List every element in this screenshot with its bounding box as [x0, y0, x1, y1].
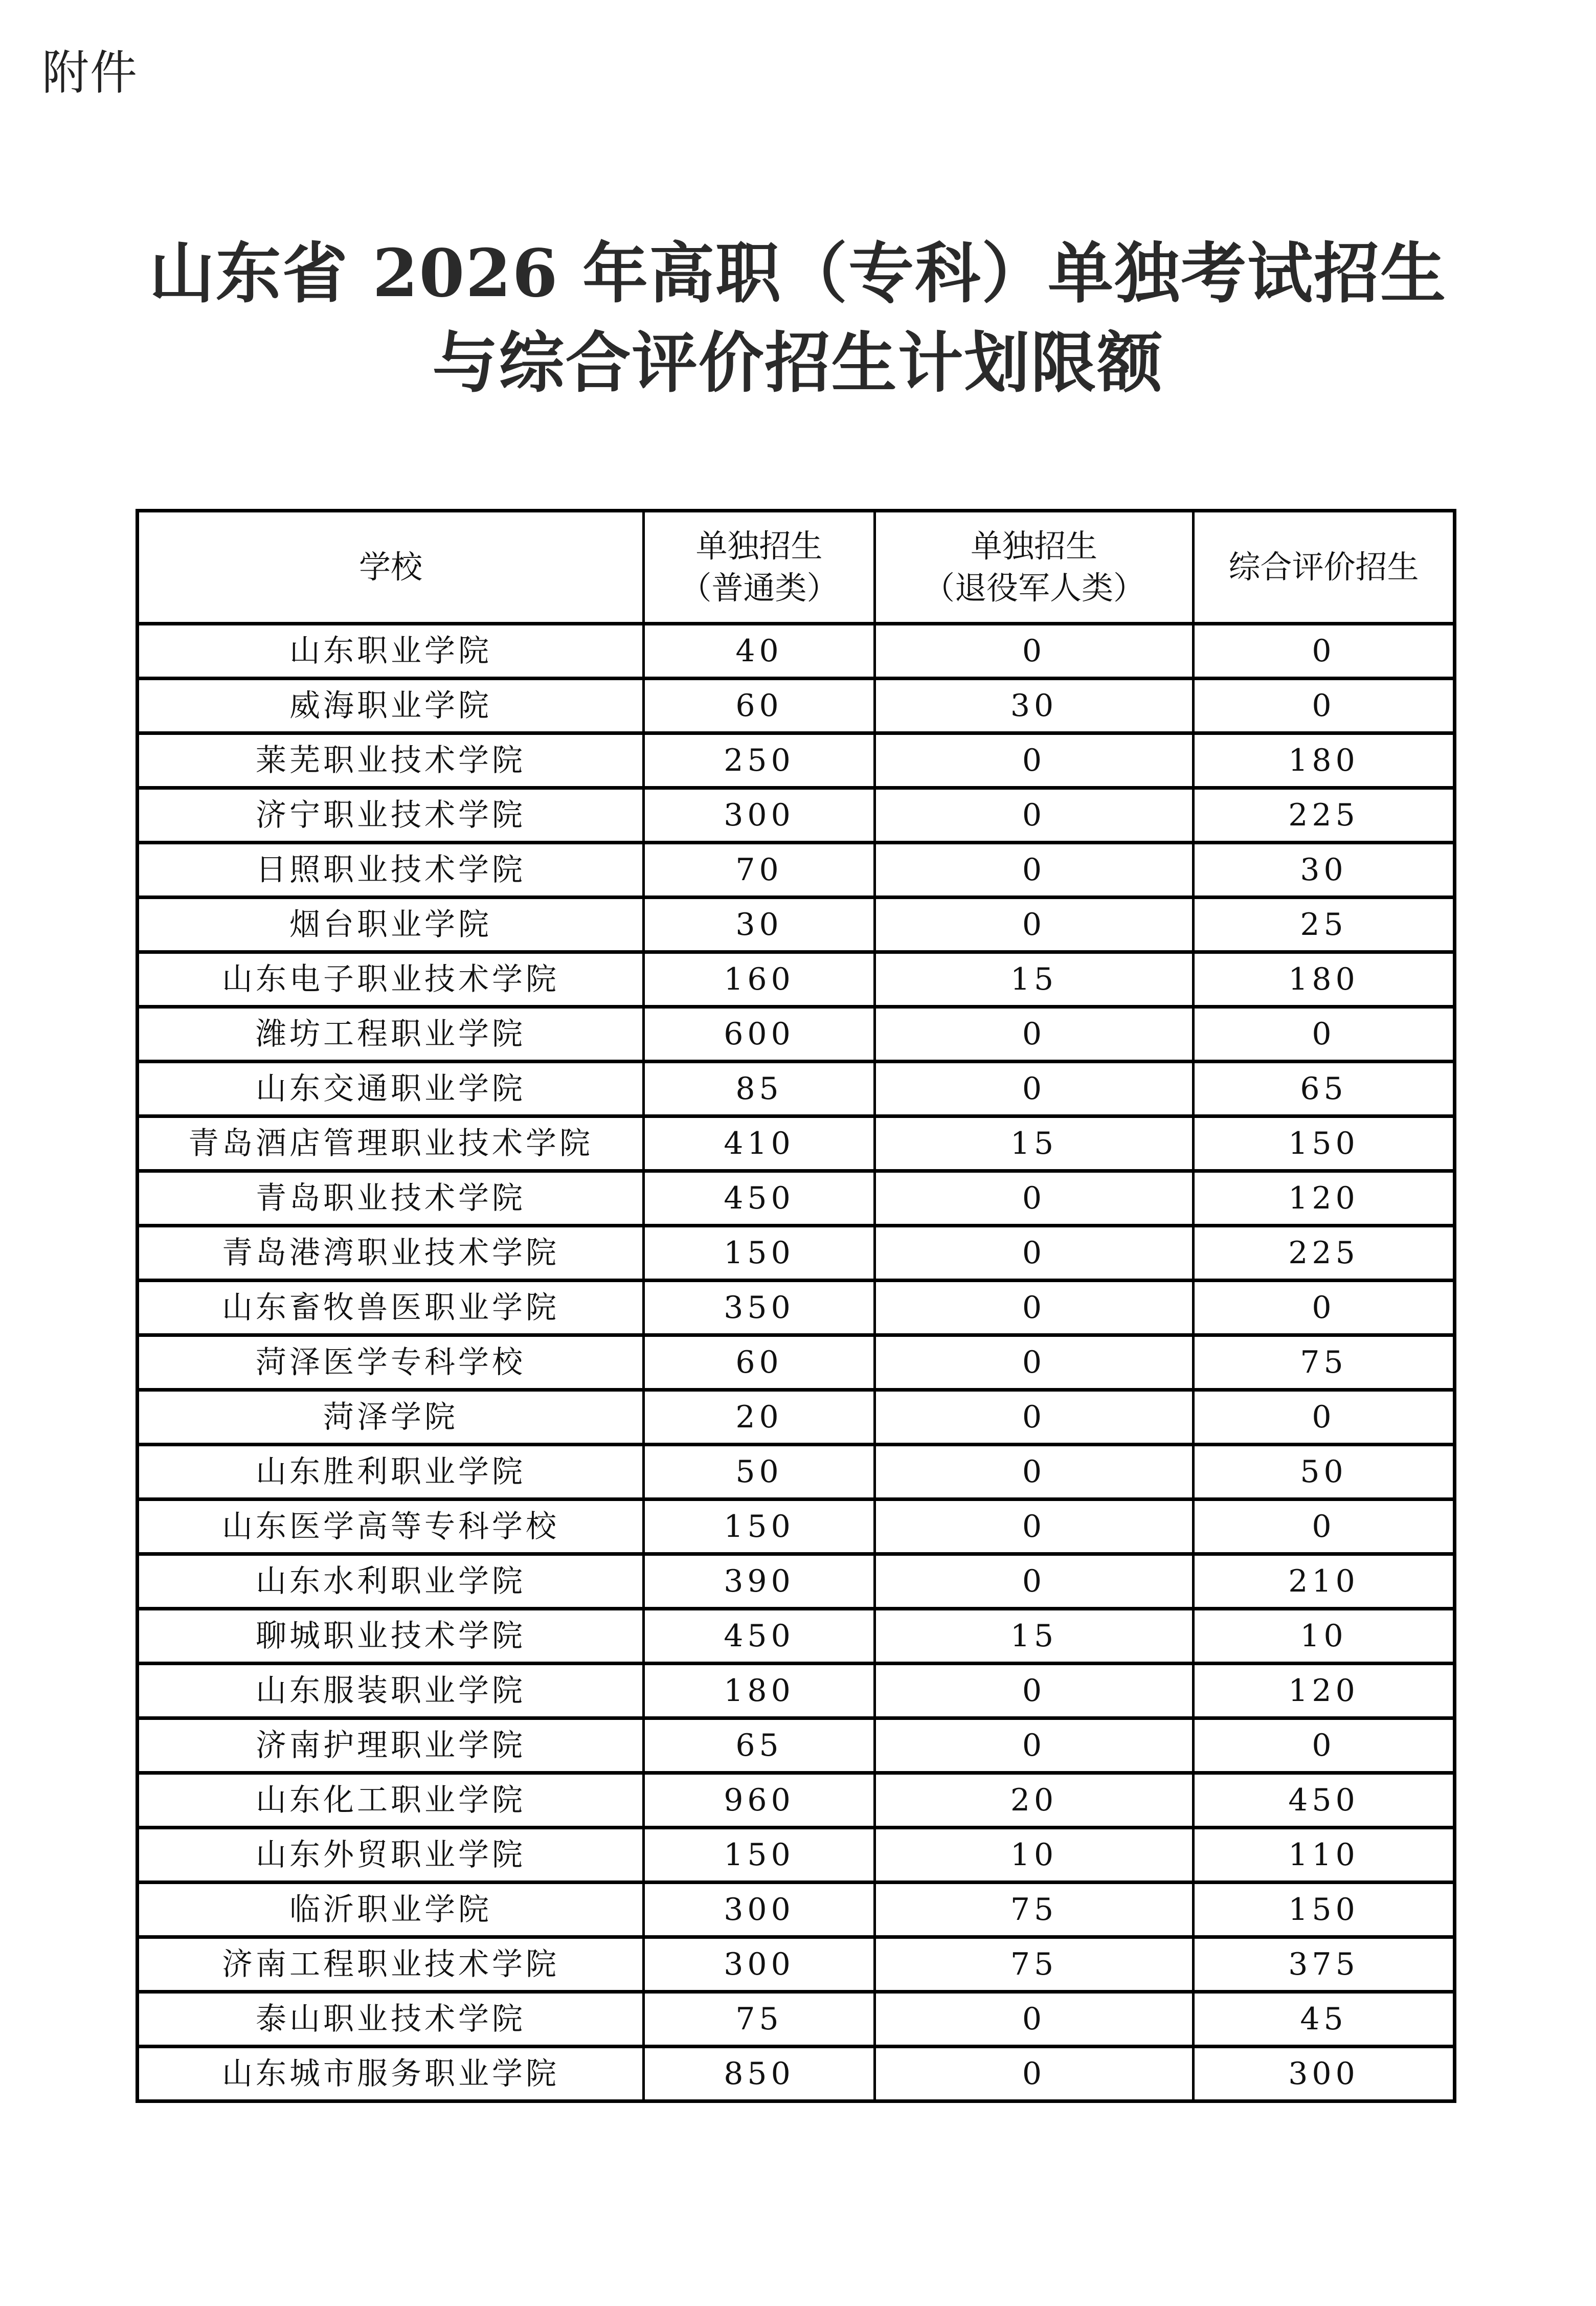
table-row	[138, 1335, 1455, 1390]
veteran-quota-cell: 15	[875, 1116, 1194, 1171]
header-comprehensive-label: 综合评价招生	[1228, 548, 1419, 586]
school-name-cell: 烟台职业学院	[138, 898, 644, 952]
comprehensive-quota-cell: 180	[1194, 733, 1455, 788]
comprehensive-quota-cell: 375	[1194, 1937, 1455, 1992]
table-row	[138, 1226, 1455, 1281]
veteran-quota-cell: 20	[875, 1773, 1194, 1828]
table-row	[138, 1007, 1455, 1062]
header-veteran-line2: （退役军人类）	[923, 569, 1145, 607]
table-row	[138, 898, 1455, 952]
table-row	[138, 679, 1455, 733]
comprehensive-quota-cell: 0	[1194, 1281, 1455, 1335]
school-name-cell: 聊城职业技术学院	[138, 1609, 644, 1664]
table-header-row	[138, 511, 1455, 624]
table-row	[138, 1992, 1455, 2047]
general-quota-cell: 50	[644, 1445, 875, 1499]
comprehensive-quota-cell: 120	[1194, 1664, 1455, 1718]
general-quota-cell: 850	[644, 2047, 875, 2101]
school-name-cell: 山东胜利职业学院	[138, 1445, 644, 1499]
comprehensive-quota-cell: 0	[1194, 624, 1455, 679]
veteran-quota-cell: 0	[875, 624, 1194, 679]
veteran-quota-cell: 75	[875, 1883, 1194, 1937]
comprehensive-quota-cell: 0	[1194, 679, 1455, 733]
veteran-quota-cell: 0	[875, 1664, 1194, 1718]
general-quota-cell: 600	[644, 1007, 875, 1062]
veteran-quota-cell: 0	[875, 1718, 1194, 1773]
table-row	[138, 843, 1455, 898]
general-quota-cell: 300	[644, 1937, 875, 1992]
table-row	[138, 1883, 1455, 1937]
header-comprehensive-evaluation	[1194, 511, 1455, 624]
comprehensive-quota-cell: 50	[1194, 1445, 1455, 1499]
veteran-quota-cell: 15	[875, 952, 1194, 1007]
table-body	[138, 624, 1455, 2101]
veteran-quota-cell: 0	[875, 733, 1194, 788]
school-name-cell: 山东职业学院	[138, 624, 644, 679]
table-row	[138, 1773, 1455, 1828]
veteran-quota-cell: 0	[875, 1445, 1194, 1499]
general-quota-cell: 180	[644, 1664, 875, 1718]
table-row	[138, 1554, 1455, 1609]
school-name-cell: 菏泽学院	[138, 1390, 644, 1445]
general-quota-cell: 300	[644, 788, 875, 843]
comprehensive-quota-cell: 180	[1194, 952, 1455, 1007]
header-general-line2: （普通类）	[680, 569, 839, 607]
school-name-cell: 莱芜职业技术学院	[138, 733, 644, 788]
veteran-quota-cell: 0	[875, 898, 1194, 952]
table-row	[138, 1062, 1455, 1116]
school-name-cell: 临沂职业学院	[138, 1883, 644, 1937]
header-independent-veteran	[875, 511, 1194, 624]
veteran-quota-cell: 10	[875, 1828, 1194, 1883]
table-row	[138, 1116, 1455, 1171]
veteran-quota-cell: 0	[875, 1062, 1194, 1116]
school-name-cell: 菏泽医学专科学校	[138, 1335, 644, 1390]
school-name-cell: 山东畜牧兽医职业学院	[138, 1281, 644, 1335]
header-veteran-line1: 单独招生	[970, 527, 1097, 565]
comprehensive-quota-cell: 0	[1194, 1390, 1455, 1445]
veteran-quota-cell: 0	[875, 1007, 1194, 1062]
header-general-line1: 单独招生	[695, 527, 823, 565]
school-name-cell: 潍坊工程职业学院	[138, 1007, 644, 1062]
general-quota-cell: 960	[644, 1773, 875, 1828]
header-independent-general	[644, 511, 875, 624]
table-row	[138, 2047, 1455, 2101]
school-name-cell: 济南工程职业技术学院	[138, 1937, 644, 1992]
comprehensive-quota-cell: 120	[1194, 1171, 1455, 1226]
table-row	[138, 1499, 1455, 1554]
school-name-cell: 山东城市服务职业学院	[138, 2047, 644, 2101]
school-name-cell: 山东电子职业技术学院	[138, 952, 644, 1007]
veteran-quota-cell: 15	[875, 1609, 1194, 1664]
general-quota-cell: 150	[644, 1828, 875, 1883]
general-quota-cell: 450	[644, 1609, 875, 1664]
veteran-quota-cell: 0	[875, 1992, 1194, 2047]
header-school	[138, 511, 644, 624]
table-row	[138, 788, 1455, 843]
document-title-line-1: 山东省 2026 年高职（专科）单独考试招生	[149, 235, 1447, 312]
table-row	[138, 1828, 1455, 1883]
comprehensive-quota-cell: 225	[1194, 1226, 1455, 1281]
veteran-quota-cell: 0	[875, 1226, 1194, 1281]
veteran-quota-cell: 0	[875, 1499, 1194, 1554]
comprehensive-quota-cell: 30	[1194, 843, 1455, 898]
table-row	[138, 1445, 1455, 1499]
general-quota-cell: 450	[644, 1171, 875, 1226]
table-row	[138, 1171, 1455, 1226]
general-quota-cell: 410	[644, 1116, 875, 1171]
general-quota-cell: 150	[644, 1499, 875, 1554]
general-quota-cell: 30	[644, 898, 875, 952]
veteran-quota-cell: 0	[875, 1335, 1194, 1390]
table-row	[138, 952, 1455, 1007]
table-row	[138, 1718, 1455, 1773]
comprehensive-quota-cell: 210	[1194, 1554, 1455, 1609]
comprehensive-quota-cell: 150	[1194, 1883, 1455, 1937]
school-name-cell: 山东水利职业学院	[138, 1554, 644, 1609]
comprehensive-quota-cell: 450	[1194, 1773, 1455, 1828]
general-quota-cell: 350	[644, 1281, 875, 1335]
veteran-quota-cell: 75	[875, 1937, 1194, 1992]
general-quota-cell: 300	[644, 1883, 875, 1937]
school-name-cell: 山东交通职业学院	[138, 1062, 644, 1116]
veteran-quota-cell: 0	[875, 843, 1194, 898]
school-name-cell: 山东医学高等专科学校	[138, 1499, 644, 1554]
veteran-quota-cell: 0	[875, 1390, 1194, 1445]
school-name-cell: 山东外贸职业学院	[138, 1828, 644, 1883]
table-row	[138, 1664, 1455, 1718]
school-name-cell: 日照职业技术学院	[138, 843, 644, 898]
enrollment-quota-table	[136, 509, 1456, 2103]
general-quota-cell: 40	[644, 624, 875, 679]
general-quota-cell: 20	[644, 1390, 875, 1445]
veteran-quota-cell: 0	[875, 1281, 1194, 1335]
school-name-cell: 青岛职业技术学院	[138, 1171, 644, 1226]
school-name-cell: 山东化工职业学院	[138, 1773, 644, 1828]
school-name-cell: 威海职业学院	[138, 679, 644, 733]
general-quota-cell: 150	[644, 1226, 875, 1281]
general-quota-cell: 160	[644, 952, 875, 1007]
comprehensive-quota-cell: 300	[1194, 2047, 1455, 2101]
general-quota-cell: 65	[644, 1718, 875, 1773]
table-row	[138, 624, 1455, 679]
comprehensive-quota-cell: 0	[1194, 1499, 1455, 1554]
veteran-quota-cell: 0	[875, 1554, 1194, 1609]
header-school-label: 学校	[358, 548, 422, 586]
comprehensive-quota-cell: 0	[1194, 1718, 1455, 1773]
table-row	[138, 1281, 1455, 1335]
comprehensive-quota-cell: 75	[1194, 1335, 1455, 1390]
veteran-quota-cell: 0	[875, 2047, 1194, 2101]
comprehensive-quota-cell: 65	[1194, 1062, 1455, 1116]
attachment-label: 附件	[42, 46, 139, 100]
table-row	[138, 1937, 1455, 1992]
general-quota-cell: 85	[644, 1062, 875, 1116]
comprehensive-quota-cell: 45	[1194, 1992, 1455, 2047]
school-name-cell: 济南护理职业学院	[138, 1718, 644, 1773]
comprehensive-quota-cell: 150	[1194, 1116, 1455, 1171]
document-title-line-2: 与综合评价招生计划限额	[432, 325, 1164, 401]
table-row	[138, 1390, 1455, 1445]
general-quota-cell: 60	[644, 1335, 875, 1390]
table-row	[138, 733, 1455, 788]
general-quota-cell: 70	[644, 843, 875, 898]
general-quota-cell: 60	[644, 679, 875, 733]
general-quota-cell: 390	[644, 1554, 875, 1609]
veteran-quota-cell: 0	[875, 788, 1194, 843]
comprehensive-quota-cell: 25	[1194, 898, 1455, 952]
school-name-cell: 山东服装职业学院	[138, 1664, 644, 1718]
school-name-cell: 济宁职业技术学院	[138, 788, 644, 843]
school-name-cell: 青岛酒店管理职业技术学院	[138, 1116, 644, 1171]
school-name-cell: 青岛港湾职业技术学院	[138, 1226, 644, 1281]
veteran-quota-cell: 0	[875, 1171, 1194, 1226]
table-row	[138, 1609, 1455, 1664]
comprehensive-quota-cell: 0	[1194, 1007, 1455, 1062]
comprehensive-quota-cell: 110	[1194, 1828, 1455, 1883]
school-name-cell: 泰山职业技术学院	[138, 1992, 644, 2047]
general-quota-cell: 75	[644, 1992, 875, 2047]
veteran-quota-cell: 30	[875, 679, 1194, 733]
comprehensive-quota-cell: 225	[1194, 788, 1455, 843]
general-quota-cell: 250	[644, 733, 875, 788]
comprehensive-quota-cell: 10	[1194, 1609, 1455, 1664]
